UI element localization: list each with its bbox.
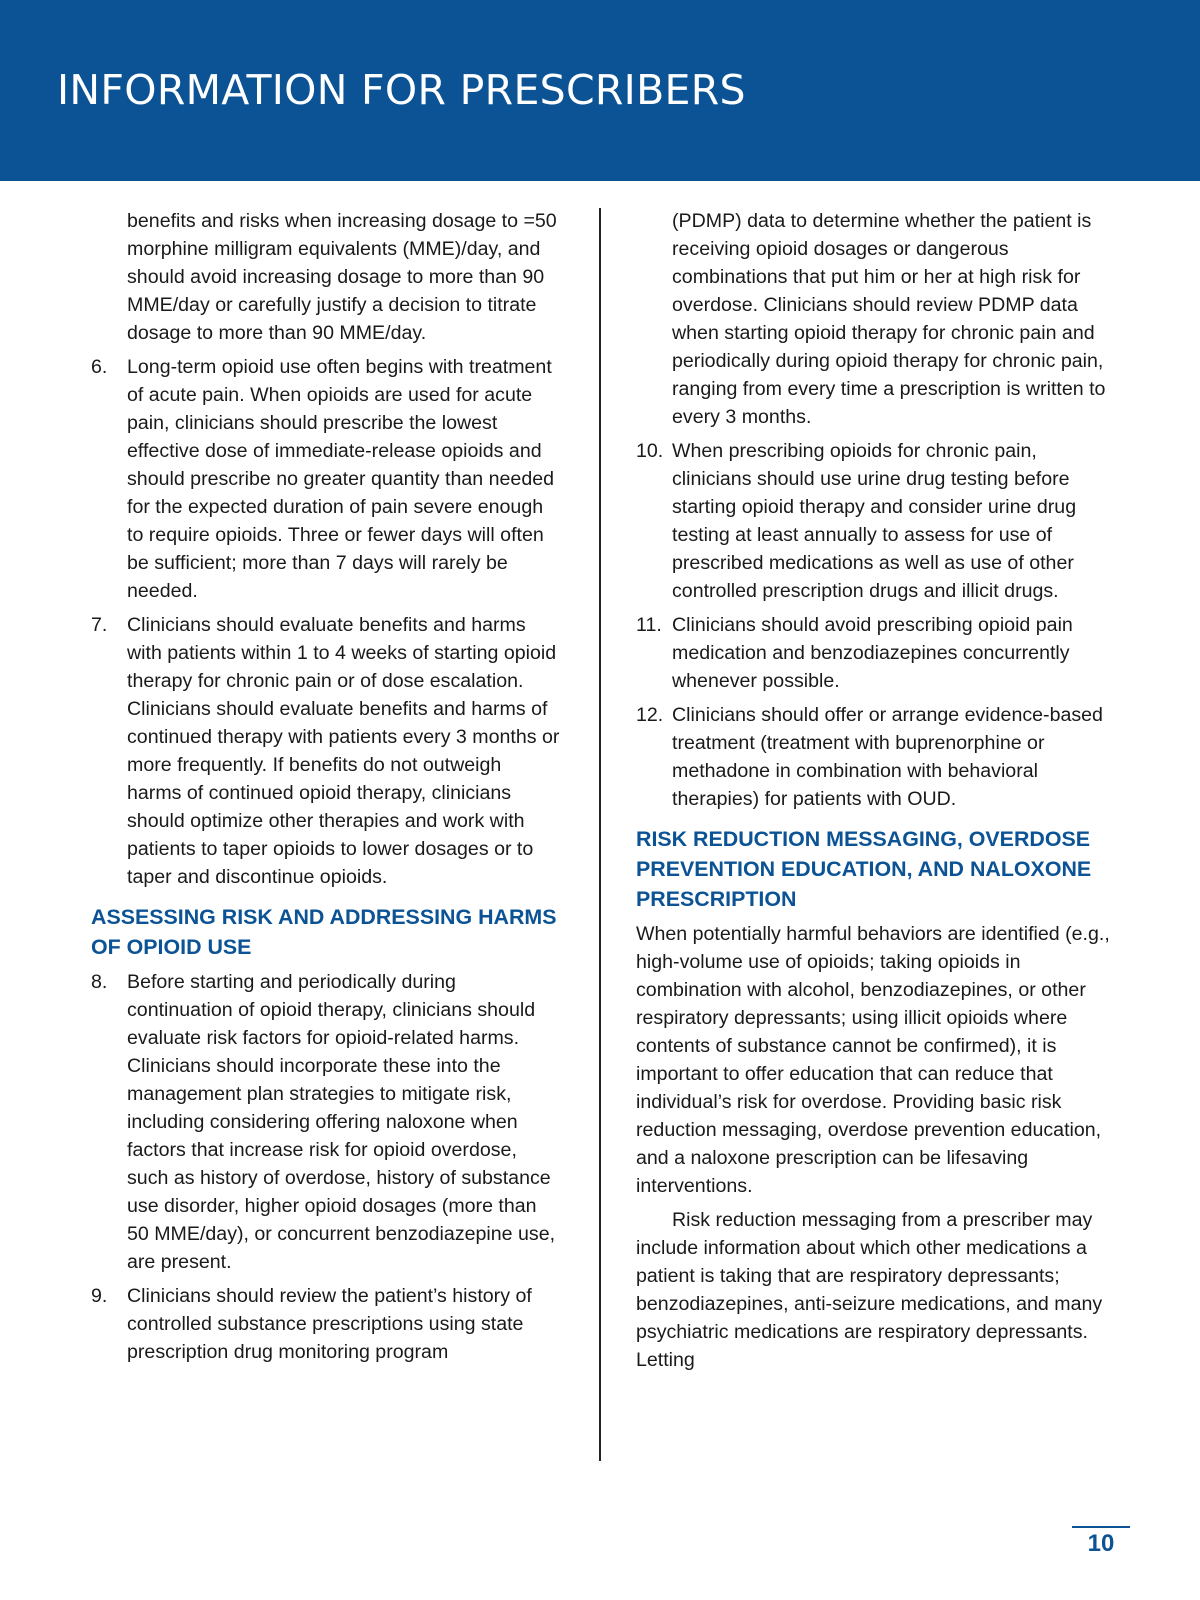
list-item-number: 11. xyxy=(636,614,662,636)
right-column xyxy=(636,207,1116,1374)
list-item-text: Before starting and periodically during continuation of opioid therapy, clinicians should evaluate risk factors for opioid-related harms. Clinicians should incorporate these into the management plan strategies to mitigate risk, including considering offering naloxone when factors that increase risk for opioid overdose, such as history of overdose, history of substance use disorder, higher opioid dosages (more than 50 MME/day), or concurrent benzodiazepine use, are present. xyxy=(127,971,556,1273)
list-item xyxy=(636,437,1116,605)
list-item-number: 6. xyxy=(91,356,108,378)
page-number: 10 xyxy=(1087,1530,1115,1557)
left-column xyxy=(91,207,561,1366)
list-item-number: 12. xyxy=(636,704,664,726)
header-band xyxy=(0,0,1200,181)
list-item-text: Clinicians should review the patient’s history of controlled substance prescriptions using state prescription drug monitoring program xyxy=(127,1285,532,1363)
list-item-text: Clinicians should offer or arrange evidence-based treatment (treatment with buprenorphine or methadone in combination with behavioral therapies) for patients with OUD. xyxy=(672,704,1103,810)
section-heading: RISK REDUCTION MESSAGING, OVERDOSE PREVENTION EDUCATION, AND NALOXONE PRESCRIPTION xyxy=(636,827,1092,911)
body-paragraph: Risk reduction messaging from a prescriber may include information about which other medications a patient is taking that are respiratory depressants; benzodiazepines, anti-seizure medications, and many psychiatric medications are respiratory depressants. Letting xyxy=(636,1209,1103,1371)
page-title: INFORMATION FOR PRESCRIBERS xyxy=(57,66,746,114)
list-item xyxy=(91,353,561,605)
list-item xyxy=(636,701,1116,813)
list-item-text: Long-term opioid use often begins with treatment of acute pain. When opioids are used for acute pain, clinicians should prescribe the lowest effective dose of immediate-release opioids and should prescribe no greater quantity than needed for the expected duration of pain severe enough to require opioids. Three or fewer days will often be sufficient; more than 7 days will rarely be needed. xyxy=(127,356,555,602)
list-item-text: Clinicians should evaluate benefits and harms with patients within 1 to 4 weeks of starting opioid therapy for chronic pain or of dose escalation. Clinicians should evaluate benefits and harms of continued therapy with patients every 3 months or more frequently. If benefits do not outweigh harms of continued opioid therapy, clinicians should optimize other therapies and work with patients to taper opioids to lower dosages or to taper and discontinue opioids. xyxy=(127,614,560,888)
list-item-number: 10. xyxy=(636,440,664,462)
continuation-text: benefits and risks when increasing dosage to =50 morphine milligram equivalents (MME)/day, and should avoid increasing dosage to more than 90 MME/day or carefully justify a decision to titrate dosage to more than 90 MME/day. xyxy=(127,210,557,344)
list-item xyxy=(91,611,561,891)
list-item xyxy=(91,968,561,1276)
continuation-text: (PDMP) data to determine whether the patient is receiving opioid dosages or dangerous combinations that put him or her at high risk for overdose. Clinicians should review PDMP data when starting opioid therapy for chronic pain and periodically during opioid therapy for chronic pain, ranging from every time a prescription is written to every 3 months. xyxy=(672,210,1106,428)
list-item-text: Clinicians should avoid prescribing opioid pain medication and benzodiazepines concurrently whenever possible. xyxy=(672,614,1073,692)
column-divider xyxy=(599,208,601,1461)
list-item-number: 7. xyxy=(91,614,108,636)
section-heading: ASSESSING RISK AND ADDRESSING HARMS OF OPIOID USE xyxy=(91,905,557,959)
list-item xyxy=(91,1282,561,1366)
list-item-text: When prescribing opioids for chronic pain, clinicians should use urine drug testing before starting opioid therapy and consider urine drug testing at least annually to assess for use of prescribed medications as well as use of other controlled prescription drugs and illicit drugs. xyxy=(672,440,1077,602)
list-item-number: 8. xyxy=(91,971,108,993)
body-paragraph: When potentially harmful behaviors are identified (e.g., high-volume use of opioids; taking opioids in combination with alcohol, benzodiazepines, or other respiratory depressants; using illicit opioids where contents of substance cannot be confirmed), it is important to offer education that can reduce that individual’s risk for overdose. Providing basic risk reduction messaging, overdose prevention education, and a naloxone prescription can be lifesaving interventions. xyxy=(636,923,1110,1197)
list-item xyxy=(636,611,1116,695)
list-item-number: 9. xyxy=(91,1285,108,1307)
